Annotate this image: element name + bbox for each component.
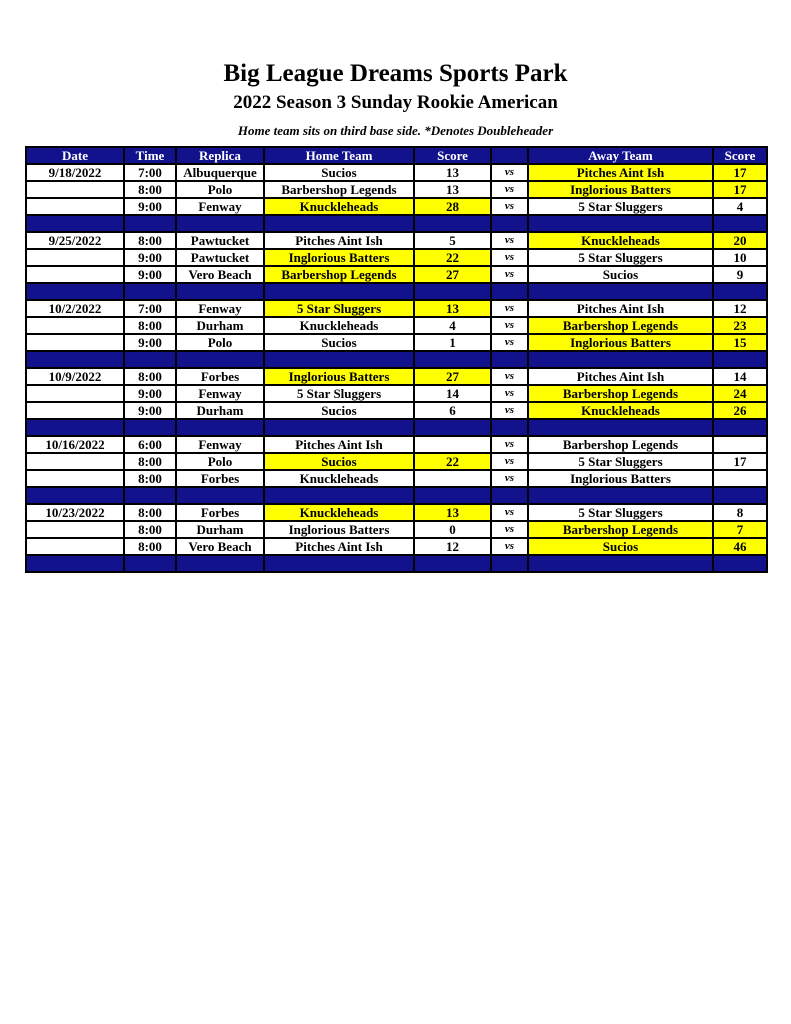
separator-cell: [176, 487, 264, 504]
away-team-cell: Knuckleheads: [528, 232, 713, 249]
separator-cell: [264, 215, 414, 232]
time-cell: 8:00: [124, 181, 176, 198]
home-team-note: Home team sits on third base side. *Denotes Doubleheader: [237, 122, 554, 138]
separator-cell: [713, 283, 767, 300]
away-score-cell: 17: [713, 453, 767, 470]
home-team-cell: 5 Star Sluggers: [264, 300, 414, 317]
time-cell: 8:00: [124, 317, 176, 334]
time-cell: 8:00: [124, 538, 176, 555]
time-cell: 9:00: [124, 334, 176, 351]
date-cell: 10/23/2022: [26, 504, 124, 521]
away-score-cell: 46: [713, 538, 767, 555]
away-score-cell: 4: [713, 198, 767, 215]
vs-cell: vs: [491, 436, 528, 453]
home-score-cell: 13: [414, 504, 491, 521]
date-cell: [26, 334, 124, 351]
page-subtitle: 2022 Season 3 Sunday Rookie American: [233, 91, 558, 113]
game-row: [26, 504, 767, 521]
away-team-cell: Knuckleheads: [528, 402, 713, 419]
vs-cell: vs: [491, 385, 528, 402]
game-row: [26, 266, 767, 283]
home-team-cell: Inglorious Batters: [264, 249, 414, 266]
separator-cell: [124, 487, 176, 504]
separator-cell: [264, 555, 414, 572]
date-cell: [26, 249, 124, 266]
separator-cell: [414, 215, 491, 232]
away-score-cell: 10: [713, 249, 767, 266]
separator-cell: [124, 351, 176, 368]
separator-row: [26, 351, 767, 368]
home-score-cell: 22: [414, 453, 491, 470]
date-cell: 9/25/2022: [26, 232, 124, 249]
home-team-cell: Inglorious Batters: [264, 368, 414, 385]
vs-cell: vs: [491, 521, 528, 538]
separator-cell: [26, 283, 124, 300]
home-score-cell: [414, 436, 491, 453]
time-cell: 9:00: [124, 266, 176, 283]
replica-cell: Fenway: [176, 436, 264, 453]
separator-row: [26, 487, 767, 504]
separator-cell: [264, 351, 414, 368]
vs-cell: vs: [491, 198, 528, 215]
home-team-cell: Knuckleheads: [264, 504, 414, 521]
date-cell: 10/16/2022: [26, 436, 124, 453]
replica-cell: Polo: [176, 181, 264, 198]
separator-cell: [176, 555, 264, 572]
separator-cell: [26, 351, 124, 368]
home-team-cell: Barbershop Legends: [264, 181, 414, 198]
away-team-cell: 5 Star Sluggers: [528, 249, 713, 266]
vs-cell: vs: [491, 300, 528, 317]
replica-cell: Forbes: [176, 368, 264, 385]
header-home-score: Score: [414, 147, 491, 164]
separator-cell: [124, 555, 176, 572]
home-team-cell: Inglorious Batters: [264, 521, 414, 538]
replica-cell: Pawtucket: [176, 232, 264, 249]
vs-cell: vs: [491, 470, 528, 487]
away-score-cell: 9: [713, 266, 767, 283]
game-row: [26, 181, 767, 198]
away-score-cell: 15: [713, 334, 767, 351]
replica-cell: Forbes: [176, 470, 264, 487]
home-team-cell: Pitches Aint Ish: [264, 538, 414, 555]
separator-cell: [414, 419, 491, 436]
vs-cell: vs: [491, 504, 528, 521]
home-team-cell: Pitches Aint Ish: [264, 436, 414, 453]
home-team-cell: Sucios: [264, 402, 414, 419]
away-score-cell: [713, 436, 767, 453]
game-row: [26, 538, 767, 555]
home-team-cell: Knuckleheads: [264, 470, 414, 487]
game-row: [26, 402, 767, 419]
replica-cell: Vero Beach: [176, 538, 264, 555]
away-score-cell: 12: [713, 300, 767, 317]
away-team-cell: Pitches Aint Ish: [528, 368, 713, 385]
replica-cell: Forbes: [176, 504, 264, 521]
away-team-cell: Sucios: [528, 266, 713, 283]
time-cell: 9:00: [124, 402, 176, 419]
separator-cell: [176, 283, 264, 300]
away-team-cell: Pitches Aint Ish: [528, 164, 713, 181]
header-vs-spacer: [491, 147, 528, 164]
game-row: [26, 249, 767, 266]
vs-cell: vs: [491, 368, 528, 385]
vs-cell: vs: [491, 181, 528, 198]
away-score-cell: [713, 470, 767, 487]
header-replica: Replica: [176, 147, 264, 164]
separator-cell: [491, 351, 528, 368]
vs-cell: vs: [491, 317, 528, 334]
away-team-cell: 5 Star Sluggers: [528, 453, 713, 470]
replica-cell: Durham: [176, 521, 264, 538]
separator-cell: [528, 283, 713, 300]
home-score-cell: 12: [414, 538, 491, 555]
away-team-cell: Inglorious Batters: [528, 470, 713, 487]
home-team-cell: Sucios: [264, 334, 414, 351]
vs-cell: vs: [491, 402, 528, 419]
date-cell: 9/18/2022: [26, 164, 124, 181]
separator-cell: [414, 487, 491, 504]
separator-cell: [491, 215, 528, 232]
time-cell: 8:00: [124, 521, 176, 538]
separator-cell: [491, 487, 528, 504]
replica-cell: Fenway: [176, 385, 264, 402]
away-team-cell: Pitches Aint Ish: [528, 300, 713, 317]
away-team-cell: Barbershop Legends: [528, 521, 713, 538]
home-team-cell: Knuckleheads: [264, 198, 414, 215]
away-score-cell: 20: [713, 232, 767, 249]
home-score-cell: 6: [414, 402, 491, 419]
date-cell: [26, 538, 124, 555]
separator-cell: [26, 215, 124, 232]
date-cell: [26, 402, 124, 419]
separator-cell: [528, 419, 713, 436]
home-team-cell: Pitches Aint Ish: [264, 232, 414, 249]
header-home-team: Home Team: [264, 147, 414, 164]
separator-cell: [528, 487, 713, 504]
page-title: Big League Dreams Sports Park: [223, 60, 568, 87]
home-score-cell: 22: [414, 249, 491, 266]
time-cell: 8:00: [124, 453, 176, 470]
away-team-cell: Barbershop Legends: [528, 317, 713, 334]
time-cell: 8:00: [124, 504, 176, 521]
time-cell: 8:00: [124, 368, 176, 385]
away-score-cell: 23: [713, 317, 767, 334]
vs-cell: vs: [491, 232, 528, 249]
away-team-cell: Inglorious Batters: [528, 334, 713, 351]
separator-row: [26, 215, 767, 232]
separator-cell: [528, 215, 713, 232]
separator-row: [26, 555, 767, 572]
separator-cell: [26, 487, 124, 504]
separator-cell: [176, 419, 264, 436]
vs-cell: vs: [491, 453, 528, 470]
separator-cell: [713, 419, 767, 436]
separator-cell: [414, 555, 491, 572]
game-row: [26, 334, 767, 351]
away-team-cell: Barbershop Legends: [528, 436, 713, 453]
date-cell: [26, 266, 124, 283]
home-score-cell: 1: [414, 334, 491, 351]
separator-cell: [713, 351, 767, 368]
time-cell: 9:00: [124, 249, 176, 266]
home-score-cell: 14: [414, 385, 491, 402]
game-row: [26, 368, 767, 385]
time-cell: 7:00: [124, 164, 176, 181]
away-score-cell: 14: [713, 368, 767, 385]
separator-cell: [124, 283, 176, 300]
replica-cell: Polo: [176, 453, 264, 470]
away-score-cell: 8: [713, 504, 767, 521]
date-cell: [26, 453, 124, 470]
away-score-cell: 26: [713, 402, 767, 419]
away-score-cell: 7: [713, 521, 767, 538]
time-cell: 6:00: [124, 436, 176, 453]
header-row: [26, 147, 767, 164]
home-score-cell: [414, 470, 491, 487]
separator-cell: [491, 419, 528, 436]
replica-cell: Durham: [176, 317, 264, 334]
separator-cell: [528, 555, 713, 572]
game-row: [26, 317, 767, 334]
time-cell: 9:00: [124, 385, 176, 402]
game-row: [26, 164, 767, 181]
away-team-cell: Barbershop Legends: [528, 385, 713, 402]
home-team-cell: Barbershop Legends: [264, 266, 414, 283]
game-row: [26, 385, 767, 402]
separator-cell: [264, 487, 414, 504]
separator-row: [26, 419, 767, 436]
header-away-score: Score: [713, 147, 767, 164]
vs-cell: vs: [491, 249, 528, 266]
vs-cell: vs: [491, 334, 528, 351]
vs-cell: vs: [491, 164, 528, 181]
date-cell: 10/9/2022: [26, 368, 124, 385]
replica-cell: Fenway: [176, 198, 264, 215]
header-date: Date: [26, 147, 124, 164]
replica-cell: Albuquerque: [176, 164, 264, 181]
replica-cell: Pawtucket: [176, 249, 264, 266]
time-cell: 7:00: [124, 300, 176, 317]
home-score-cell: 4: [414, 317, 491, 334]
date-cell: [26, 521, 124, 538]
home-score-cell: 13: [414, 300, 491, 317]
game-row: [26, 436, 767, 453]
game-row: [26, 232, 767, 249]
schedule-body: [26, 164, 767, 572]
home-team-cell: Sucios: [264, 164, 414, 181]
game-row: [26, 521, 767, 538]
schedule-table: [25, 146, 768, 573]
away-score-cell: 17: [713, 181, 767, 198]
time-cell: 9:00: [124, 198, 176, 215]
separator-cell: [713, 215, 767, 232]
date-cell: [26, 385, 124, 402]
replica-cell: Durham: [176, 402, 264, 419]
separator-cell: [491, 555, 528, 572]
home-score-cell: 27: [414, 266, 491, 283]
separator-cell: [528, 351, 713, 368]
away-team-cell: Inglorious Batters: [528, 181, 713, 198]
game-row: [26, 470, 767, 487]
replica-cell: Polo: [176, 334, 264, 351]
replica-cell: Vero Beach: [176, 266, 264, 283]
away-score-cell: 24: [713, 385, 767, 402]
separator-row: [26, 283, 767, 300]
header-away-team: Away Team: [528, 147, 713, 164]
separator-cell: [713, 555, 767, 572]
separator-cell: [26, 419, 124, 436]
separator-cell: [264, 283, 414, 300]
separator-cell: [26, 555, 124, 572]
separator-cell: [414, 283, 491, 300]
home-score-cell: 0: [414, 521, 491, 538]
date-cell: [26, 198, 124, 215]
away-team-cell: Sucios: [528, 538, 713, 555]
home-score-cell: 28: [414, 198, 491, 215]
separator-cell: [414, 351, 491, 368]
vs-cell: vs: [491, 266, 528, 283]
separator-cell: [176, 351, 264, 368]
game-row: [26, 453, 767, 470]
vs-cell: vs: [491, 538, 528, 555]
home-score-cell: 13: [414, 181, 491, 198]
time-cell: 8:00: [124, 470, 176, 487]
separator-cell: [124, 215, 176, 232]
separator-cell: [491, 283, 528, 300]
date-cell: 10/2/2022: [26, 300, 124, 317]
away-team-cell: 5 Star Sluggers: [528, 198, 713, 215]
separator-cell: [124, 419, 176, 436]
home-score-cell: 27: [414, 368, 491, 385]
game-row: [26, 300, 767, 317]
home-score-cell: 13: [414, 164, 491, 181]
away-team-cell: 5 Star Sluggers: [528, 504, 713, 521]
separator-cell: [713, 487, 767, 504]
game-row: [26, 198, 767, 215]
replica-cell: Fenway: [176, 300, 264, 317]
home-team-cell: Sucios: [264, 453, 414, 470]
separator-cell: [264, 419, 414, 436]
time-cell: 8:00: [124, 232, 176, 249]
separator-cell: [176, 215, 264, 232]
away-score-cell: 17: [713, 164, 767, 181]
date-cell: [26, 317, 124, 334]
date-cell: [26, 181, 124, 198]
home-score-cell: 5: [414, 232, 491, 249]
home-team-cell: 5 Star Sluggers: [264, 385, 414, 402]
header-time: Time: [124, 147, 176, 164]
home-team-cell: Knuckleheads: [264, 317, 414, 334]
date-cell: [26, 470, 124, 487]
